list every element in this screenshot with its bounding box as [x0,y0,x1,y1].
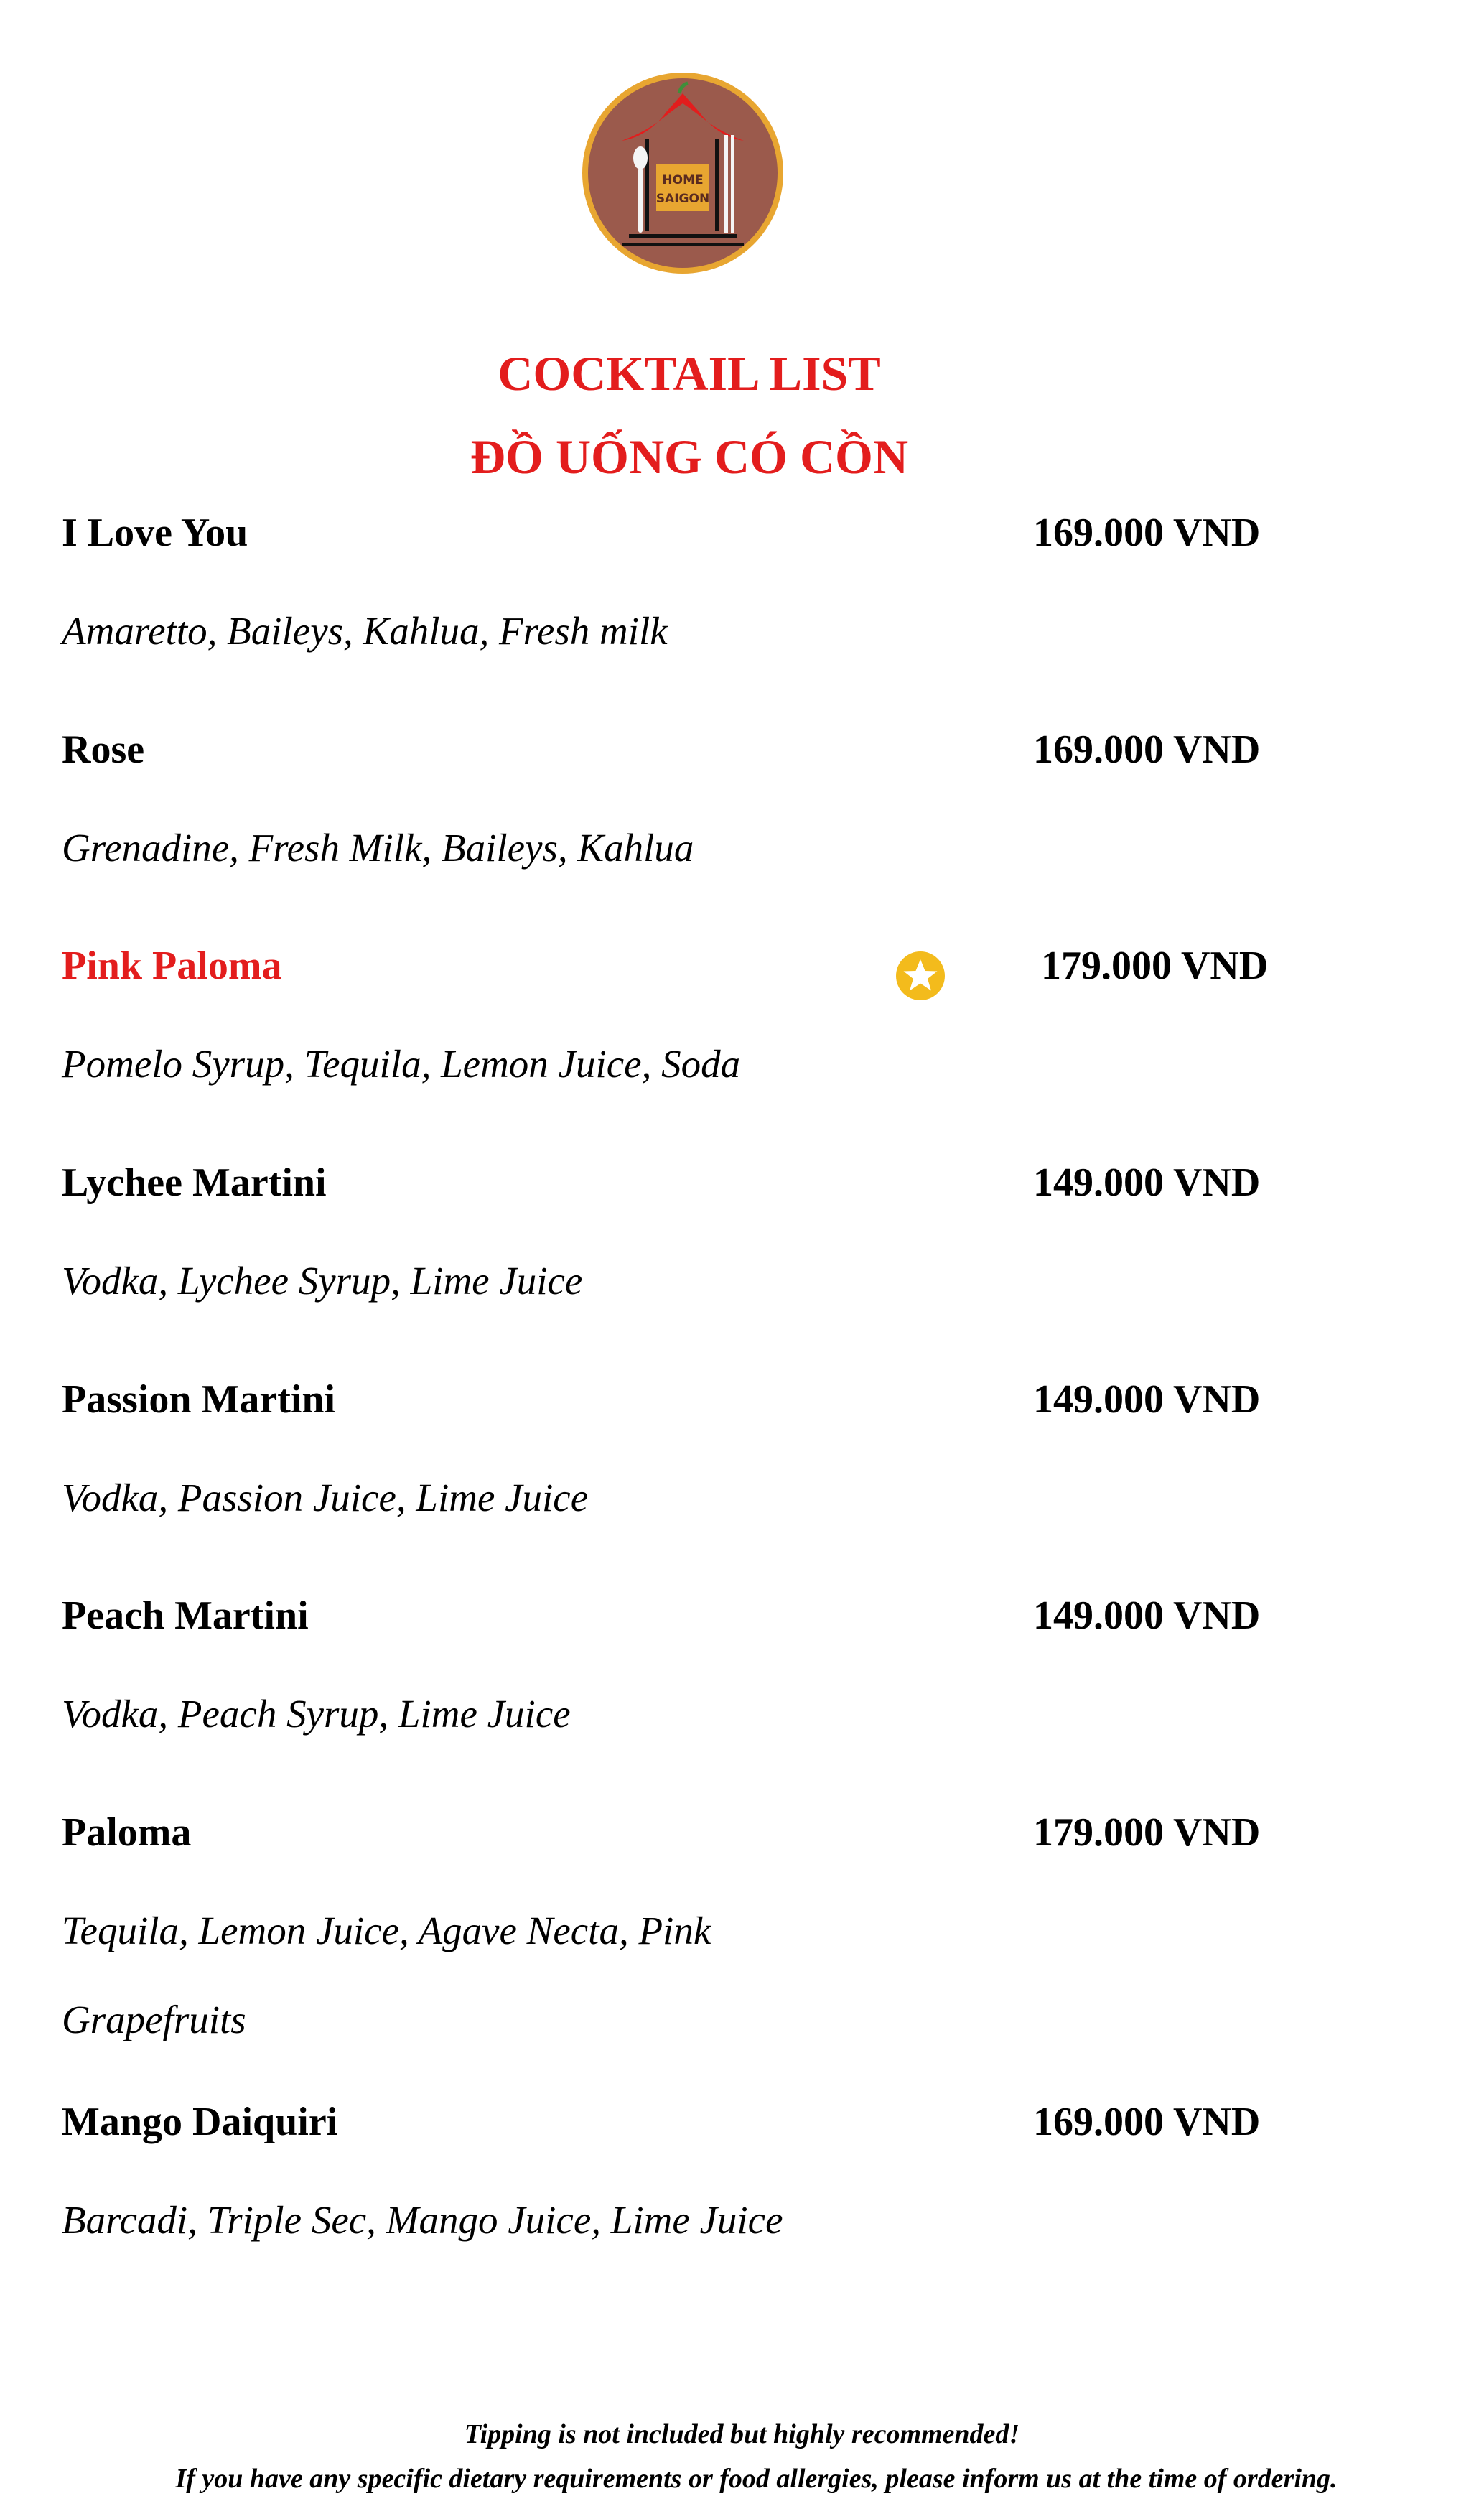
allergy-note: If you have any specific dietary requirements or food allergies, please inform us at the time of ordering. [175,2464,1338,2494]
item-name: Lychee Martini [62,1160,327,1205]
item-name: Passion Martini [62,1377,336,1422]
item-description: Amaretto, Baileys, Kahlua, Fresh milk [62,609,668,653]
item-name: Peach Martini [62,1593,309,1638]
star-icon [895,950,946,1002]
menu-title-vietnamese: ĐỒ UỐNG CÓ CỒN [470,429,909,484]
item-name: Rose [62,727,145,772]
item-name: I Love You [62,511,248,555]
home-saigon-logo [580,70,785,276]
item-price: 149.000 VND [1033,1160,1261,1205]
item-description: Grenadine, Fresh Milk, Baileys, Kahlua [62,826,694,870]
item-name: Mango Daiquiri [62,2100,338,2144]
item-description: Vodka, Peach Syrup, Lime Juice [62,1692,571,1736]
item-price: 169.000 VND [1033,2100,1261,2144]
item-description: Vodka, Lychee Syrup, Lime Juice [62,1259,583,1303]
item-description: Pomelo Syrup, Tequila, Lemon Juice, Soda [62,1042,741,1086]
item-description: Tequila, Lemon Juice, Agave Necta, Pink Grapefruits [62,1909,711,2041]
menu-title-english: COCKTAIL LIST [498,346,881,401]
item-price: 169.000 VND [1033,511,1261,555]
item-description: Vodka, Passion Juice, Lime Juice [62,1476,589,1519]
tipping-note: Tipping is not included but highly recommended! [464,2419,1020,2449]
item-name: Pink Paloma [62,944,282,988]
item-price: 149.000 VND [1033,1377,1261,1422]
item-price: 179.000 VND [1033,1810,1261,1855]
logo-text-home: HOME [662,173,704,187]
item-price: 179.000 VND [1041,944,1269,988]
item-name: Paloma [62,1810,192,1855]
logo-text-saigon: SAIGON [655,192,710,206]
item-price: 169.000 VND [1033,727,1261,772]
item-description: Barcadi, Triple Sec, Mango Juice, Lime Juice [62,2198,783,2242]
item-price: 149.000 VND [1033,1593,1261,1638]
